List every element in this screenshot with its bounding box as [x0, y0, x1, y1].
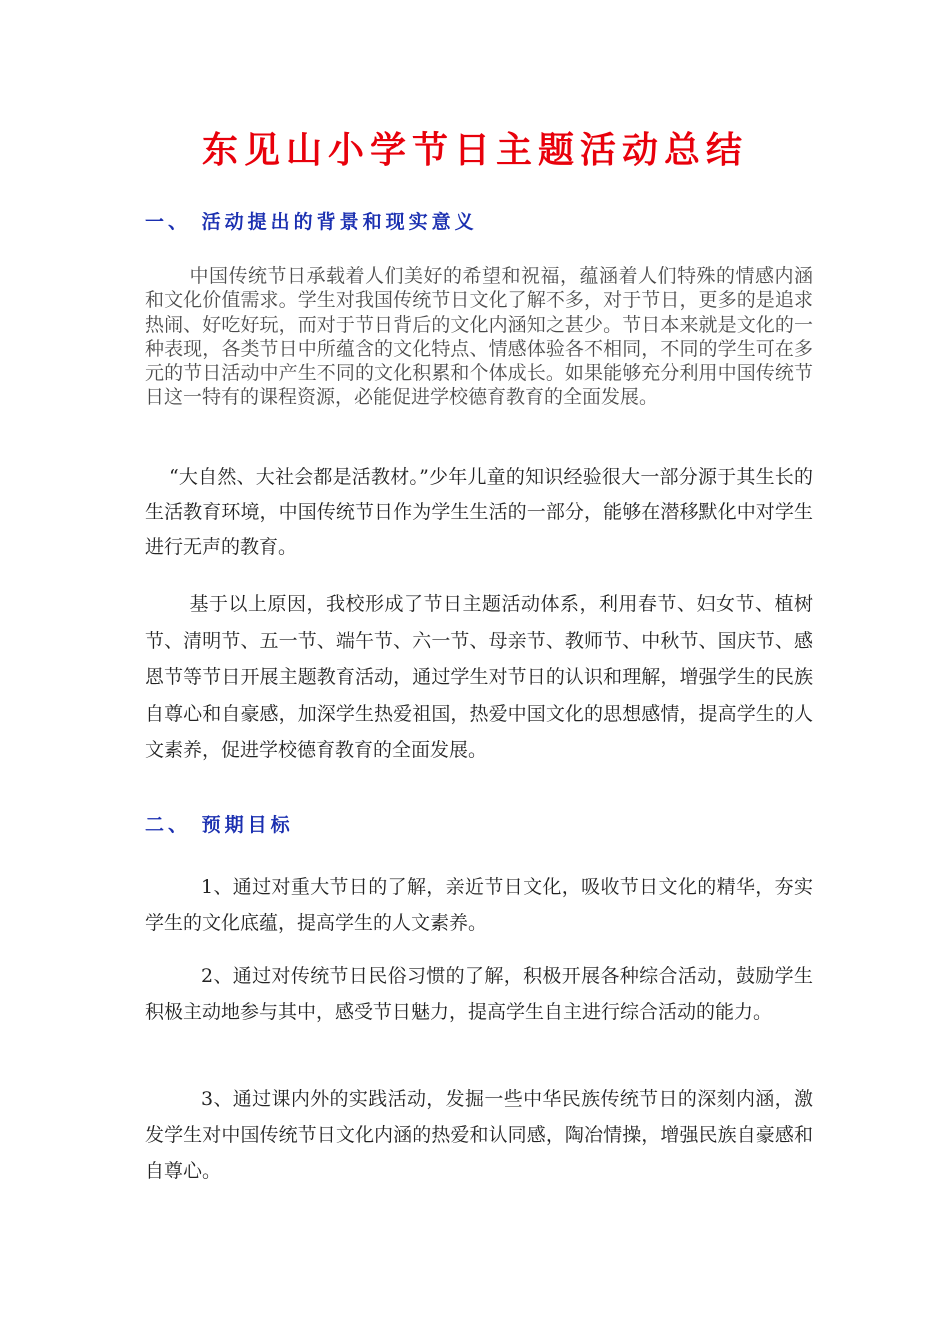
paragraph-text: 中国传统节日承载着人们美好的希望和祝福，蕴涵着人们特殊的情感内涵和文化价值需求。学生对我国传统节日文化了解不多，对于节日，更多的是追求热闹、好吃好玩，而对于节日背后的文化内涵知之甚少。节日本来就是文化的一种表现，各类节日中所蕴含的文化特点、情感体验各不相同，不同的学生可在多元的节日活动中产生不同的文化积累和个体成长。如果能够充分利用中国传统节日这一特有的课程资源，必能促进学校德育教育的全面发展。	[145, 265, 813, 409]
paragraph-text: 3、通过课内外的实践活动，发掘一些中华民族传统节日的深刻内涵，激发学生对中国传统节日文化内涵的热爱和认同感，陶冶情操，增强民族自豪感和自尊心。	[145, 1088, 813, 1182]
goal-item-3	[145, 1081, 813, 1189]
paragraph-text: 基于以上原因，我校形成了节日主题活动体系，利用春节、妇女节、植树节、清明节、五一节、端午节、六一节、母亲节、教师节、中秋节、国庆节、感恩节等节日开展主题教育活动，通过学生对节日的认识和理解，增强学生的民族自尊心和自豪感，加深学生热爱祖国，热爱中国文化的思想感情，提高学生的人文素养，促进学校德育教育的全面发展。	[145, 593, 813, 761]
paragraph-background	[145, 264, 813, 410]
paragraph-system	[145, 586, 813, 769]
goal-item-1	[145, 869, 813, 941]
section-heading-goals: 二、 预期目标	[145, 814, 294, 836]
document-title: 东见山小学节日主题活动总结	[201, 129, 748, 171]
paragraph-text: 1、通过对重大节日的了解，亲近节日文化，吸收节日文化的精华，夯实学生的文化底蕴，提高学生的人文素养。	[145, 876, 813, 934]
paragraph-text: “大自然、大社会都是活教材。”少年儿童的知识经验很大一部分源于其生长的生活教育环境，中国传统节日作为学生生活的一部分，能够在潜移默化中对学生进行无声的教育。	[145, 466, 813, 558]
paragraph-text: 2、通过对传统节日民俗习惯的了解，积极开展各种综合活动，鼓励学生积极主动地参与其中，感受节日魅力，提高学生自主进行综合活动的能力。	[145, 965, 813, 1023]
goal-item-2	[145, 958, 813, 1030]
paragraph-quote	[145, 460, 813, 565]
section-heading-background: 一、 活动提出的背景和现实意义	[145, 211, 478, 233]
